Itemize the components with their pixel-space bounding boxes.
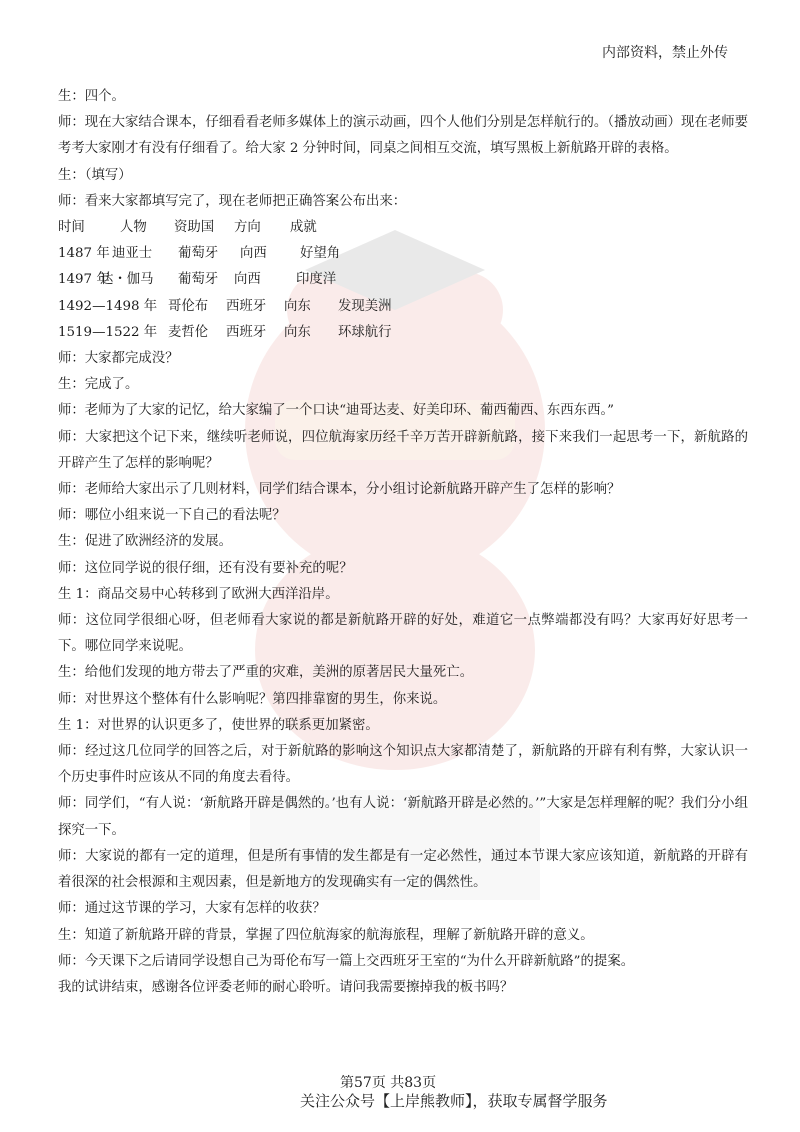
- internal-use-note: 内部资料，禁止外传: [602, 45, 728, 61]
- table-cell: 环球航行: [338, 324, 392, 340]
- table-cell: 哥伦布: [168, 298, 209, 314]
- line: 师：大家都完成没？: [58, 351, 179, 367]
- paragraph: 师：大家把这个记下来，继续听老师说，四位航海家历经千辛万苦开辟新航路，接下来我们一起思考一下，新航路的开辟产生了怎样的影响呢？: [58, 429, 748, 471]
- line: 师：今天课下之后请同学设想自己为哥伦布写一篇上交西班牙王室的“为什么开辟新航路”的提案。: [58, 953, 635, 969]
- table-cell: 西班牙: [226, 298, 267, 314]
- table-cell: 葡萄牙: [178, 246, 219, 262]
- table-cell: 向东: [284, 298, 311, 314]
- paragraph: 师：这位同学很细心呀，但老师看大家说的都是新航路开辟的好处，难道它一点弊端都没有吗？大家再好好思考一下。哪位同学来说呢。: [58, 613, 748, 655]
- table-cell: 成就: [290, 220, 317, 236]
- answer-table-row: [58, 294, 748, 320]
- table-cell: 向西: [234, 272, 261, 288]
- answer-table-row: [58, 320, 748, 346]
- line: 生 1：对世界的认识更多了，使世界的联系更加紧密。: [58, 717, 379, 733]
- paragraph: 师：现在大家结合课本，仔细看看老师多媒体上的演示动画，四个人他们分别是怎样航行的。（播放动画）现在老师要考考大家刚才有没有仔细看了。给大家 2 分钟时间，同桌之间相互交流，填写黑板上新航路开辟的表格。: [58, 115, 748, 157]
- table-cell: 1487 年: [58, 246, 110, 262]
- table-cell: 1497 年: [58, 272, 110, 288]
- line: 我的试讲结束，感谢各位评委老师的耐心聆听。请问我需要擦掉我的板书吗？: [58, 979, 514, 995]
- table-cell: 方向: [234, 220, 261, 236]
- table-cell: 好望角: [300, 246, 341, 262]
- line: 师：通过这节课的学习，大家有怎样的收获？: [58, 901, 326, 917]
- line: 生：完成了。: [58, 377, 139, 393]
- page-number: 第57页 共83页: [340, 1075, 437, 1091]
- table-cell: 资助国: [174, 220, 215, 236]
- table-cell: 迪亚士: [112, 246, 153, 262]
- paragraph: 师：大家说的都有一定的道理，但是所有事情的发生都是有一定必然性，通过本节课大家应该知道，新航路的开辟有着很深的社会根源和主观因素，但是新地方的发现确实有一定的偶然性。: [58, 848, 748, 891]
- line: 生：给他们发现的地方带去了严重的灾难，美洲的原著居民大量死亡。: [58, 665, 474, 681]
- line: 生：知道了新航路开辟的背景，掌握了四位航海家的航海旅程，理解了新航路开辟的意义。: [58, 927, 594, 943]
- line: 生：促进了欧洲经济的发展。: [58, 534, 233, 550]
- table-cell: 达・伽马: [100, 272, 154, 288]
- table-cell: 麦哲伦: [168, 324, 209, 340]
- table-cell: 时间: [58, 220, 85, 236]
- line: 师：看来大家都填写完了，现在老师把正确答案公布出来：: [58, 193, 407, 209]
- line: 生：四个。: [58, 89, 125, 104]
- table-cell: 1519—1522 年: [58, 324, 158, 340]
- promo-text: 关注公众号【上岸熊教师】，获取专属督学服务: [300, 1092, 608, 1110]
- line: 师：老师为了大家的记忆，给大家编了一个口诀“迪哥达麦、好美印环、葡西葡西、东西东西。”: [58, 403, 615, 419]
- table-cell: 人物: [120, 220, 147, 236]
- line: 师：老师给大家出示了几则材料，同学们结合课本，分小组讨论新航路开辟产生了怎样的影响？: [58, 482, 621, 498]
- answer-table-header: [58, 215, 748, 241]
- table-cell: 西班牙: [226, 324, 267, 340]
- line: 师：这位同学说的很仔细，还有没有要补充的呢？: [58, 560, 353, 576]
- answer-table-row: [58, 241, 748, 267]
- table-cell: 向东: [284, 324, 311, 340]
- table-cell: 葡萄牙: [178, 272, 219, 288]
- line: 生：（填写）: [58, 167, 132, 183]
- table-cell: 向西: [240, 246, 267, 262]
- line: 师：哪位小组来说一下自己的看法呢？: [58, 508, 286, 524]
- answer-table-row: [58, 267, 748, 293]
- paragraph: 师：同学们，“有人说：‘新航路开辟是偶然的。’也有人说：‘新航路开辟是必然的。’”大家是怎样理解的呢？我们分小组探究一下。: [58, 796, 748, 838]
- table-cell: 发现美洲: [338, 298, 392, 314]
- line: 师：对世界这个整体有什么影响呢？第四排靠窗的男生，你来说。: [58, 691, 447, 707]
- paragraph: 师：经过这几位同学的回答之后，对于新航路的影响这个知识点大家都清楚了，新航路的开辟有利有弊，大家认识一个历史事件时应该从不同的角度去看待。: [58, 744, 748, 786]
- lesson-transcript: [58, 84, 748, 1001]
- line: 生 1：商品交易中心转移到了欧洲大西洋沿岸。: [58, 586, 339, 602]
- table-cell: 印度洋: [296, 272, 337, 288]
- table-cell: 1492—1498 年: [58, 298, 158, 314]
